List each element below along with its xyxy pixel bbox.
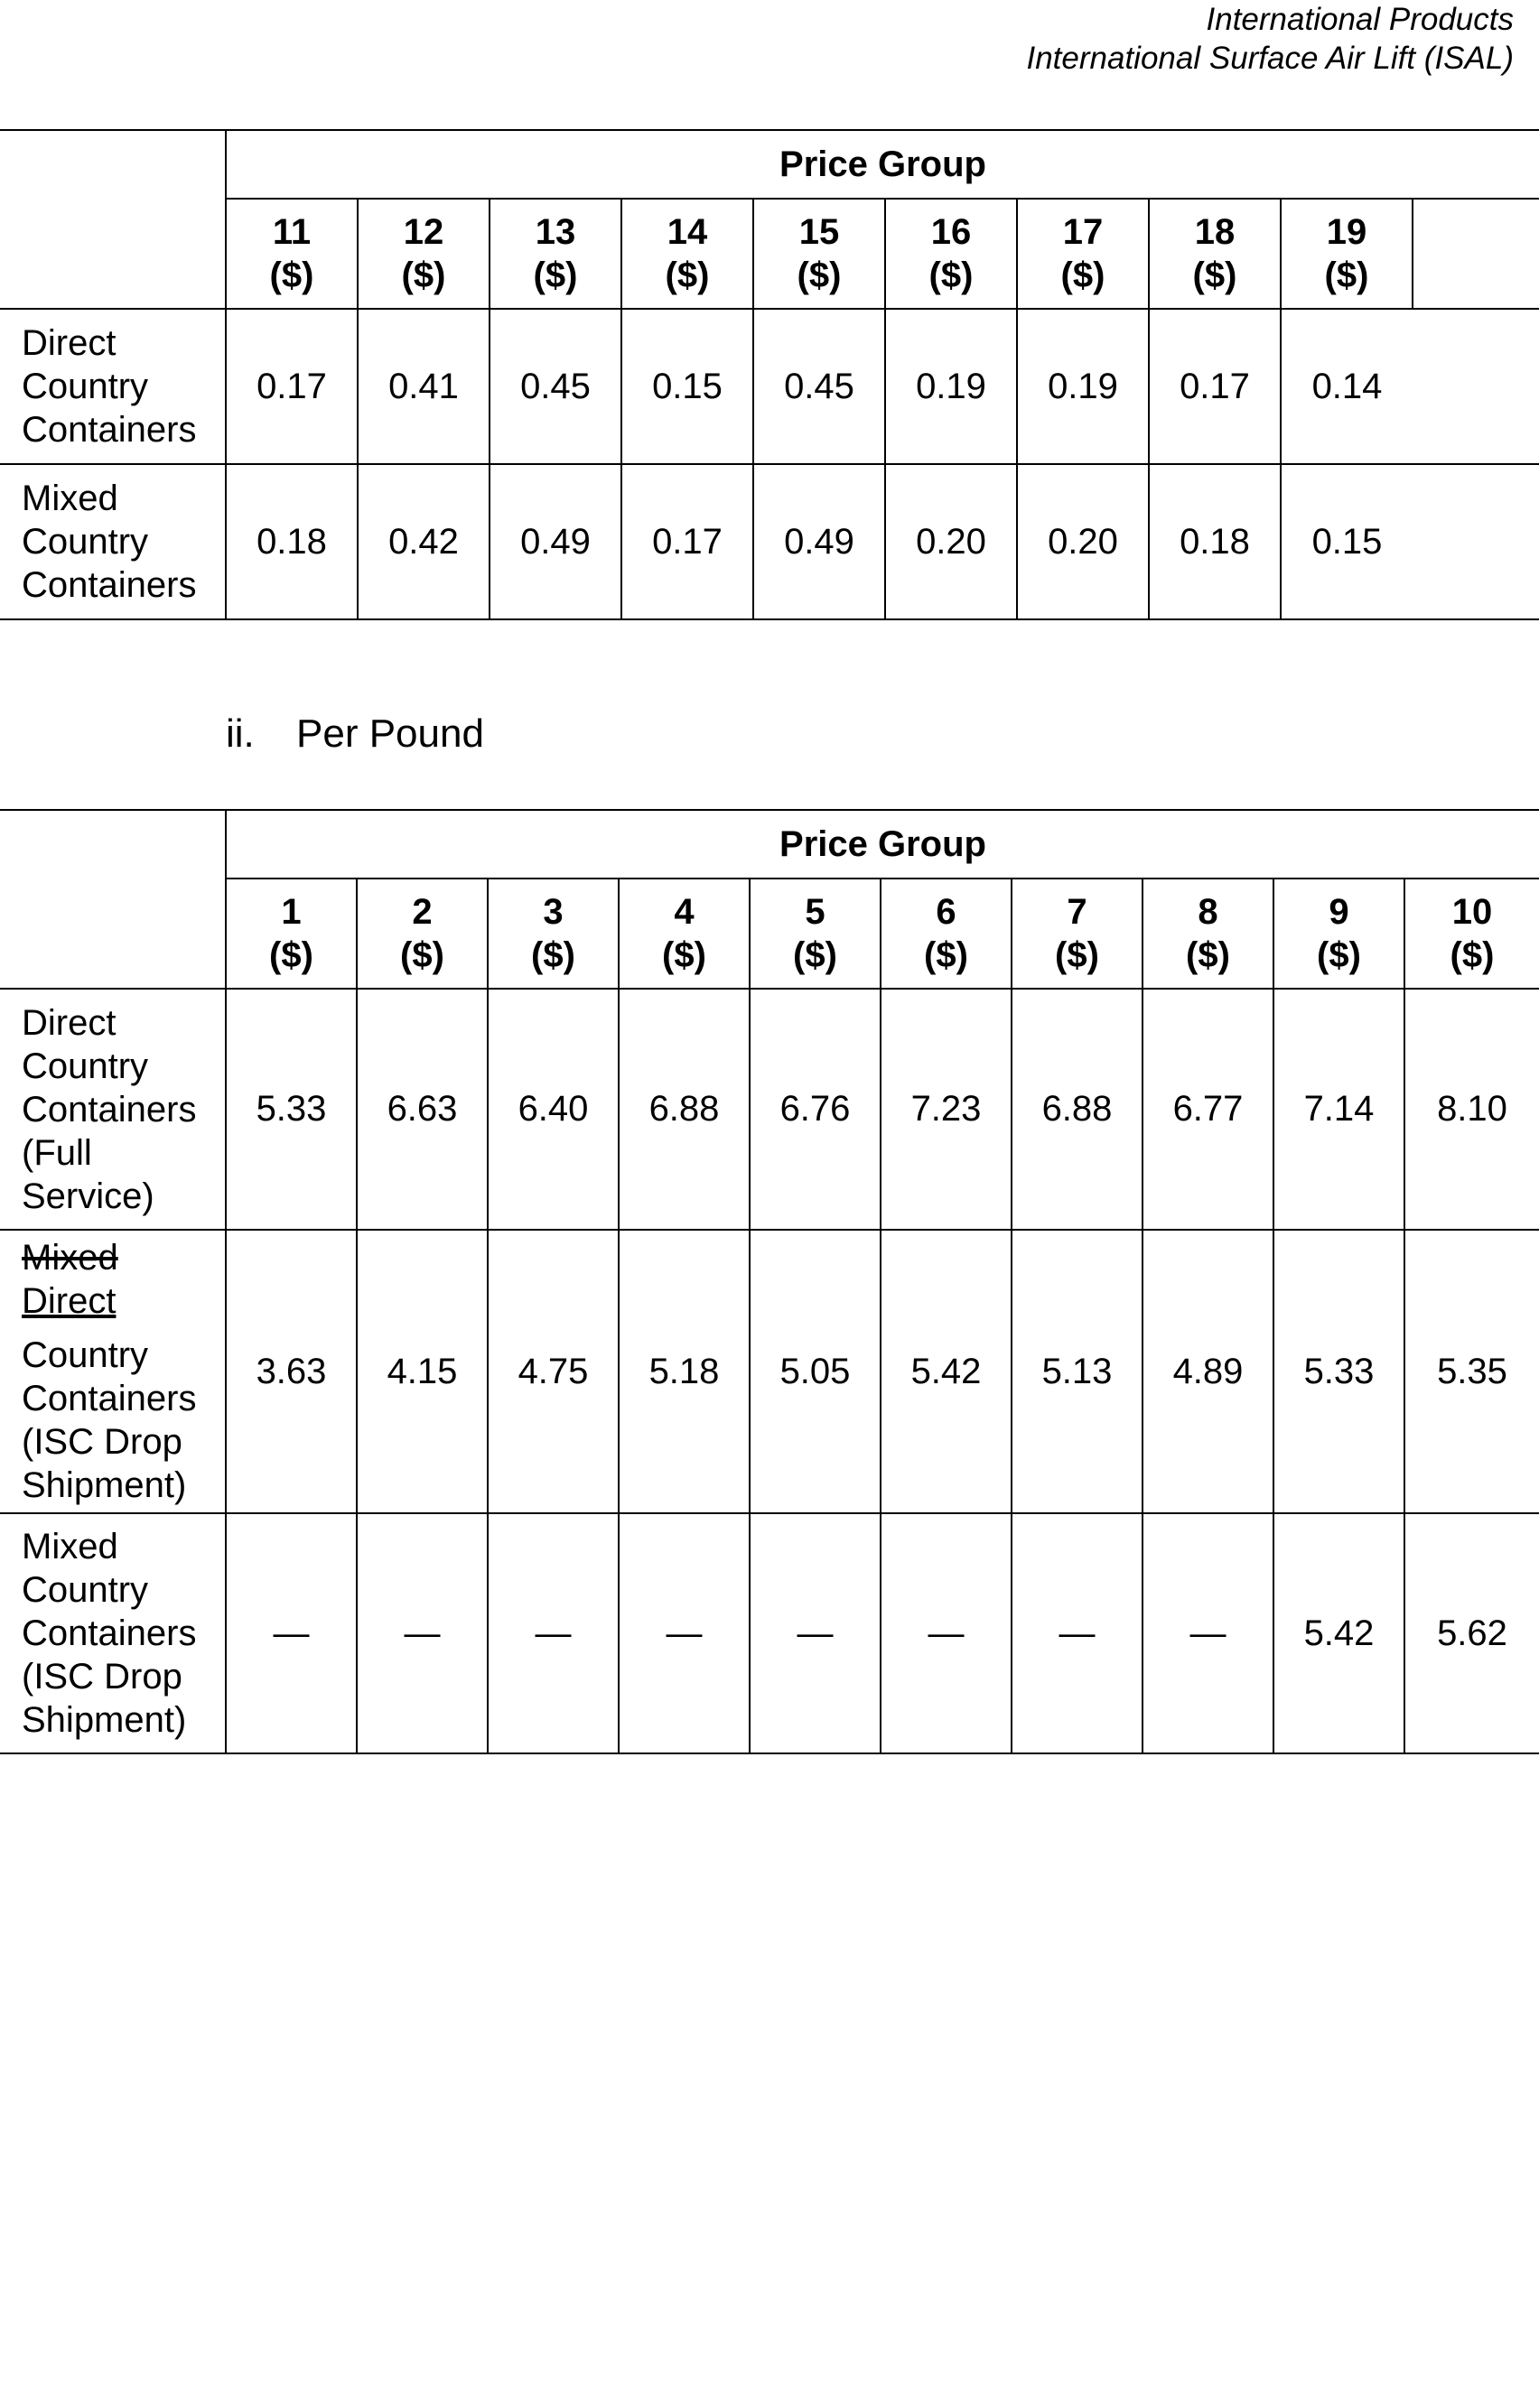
price-cell: 0.20 [1017, 464, 1149, 619]
row-label: Mixed Direct Country Containers (ISC Drop Shipment) [0, 1230, 226, 1513]
table-row [0, 1230, 1539, 1513]
column-header: 14 ($) [621, 199, 753, 309]
column-header: 6 ($) [881, 879, 1012, 989]
price-cell: 4.89 [1143, 1230, 1273, 1513]
price-cell: 0.18 [226, 464, 358, 619]
price-table-groups-11-19 [0, 129, 1539, 620]
price-cell: 6.88 [1012, 989, 1143, 1230]
price-cell: 0.17 [1149, 309, 1281, 464]
table-row [0, 989, 1539, 1230]
price-cell: 8.10 [1404, 989, 1539, 1230]
price-cell: 6.77 [1143, 989, 1273, 1230]
price-cell: — [750, 1513, 881, 1753]
price-cell: — [488, 1513, 619, 1753]
section-title: Per Pound [296, 711, 484, 756]
column-header: 4 ($) [619, 879, 750, 989]
table-corner [0, 199, 226, 309]
column-header: 12 ($) [358, 199, 490, 309]
row-label: Direct Country Containers (Full Service) [0, 989, 226, 1230]
column-header: 8 ($) [1143, 879, 1273, 989]
price-group-title: Price Group [226, 810, 1539, 879]
table-corner [0, 810, 226, 879]
column-header: 16 ($) [885, 199, 1017, 309]
table-corner [0, 879, 226, 989]
table-row [0, 309, 1539, 464]
price-cell: 6.40 [488, 989, 619, 1230]
empty-cell [1413, 309, 1539, 464]
price-cell: 0.45 [490, 309, 621, 464]
row-label: Mixed Country Containers [0, 464, 226, 619]
column-header: 1 ($) [226, 879, 357, 989]
price-cell: — [1012, 1513, 1143, 1753]
row-label: Mixed Country Containers (ISC Drop Shipment) [0, 1513, 226, 1753]
empty-cell [1413, 464, 1539, 619]
price-cell: 5.33 [1273, 1230, 1404, 1513]
price-cell: 5.62 [1404, 1513, 1539, 1753]
table-row [0, 1513, 1539, 1753]
column-header: 7 ($) [1012, 879, 1143, 989]
column-header: 15 ($) [753, 199, 885, 309]
price-cell: 5.42 [1273, 1513, 1404, 1753]
price-cell: 0.45 [753, 309, 885, 464]
price-cell: 7.23 [881, 989, 1012, 1230]
price-cell: 0.15 [1281, 464, 1413, 619]
column-header: 2 ($) [357, 879, 488, 989]
price-cell: 0.19 [1017, 309, 1149, 464]
price-cell: 5.35 [1404, 1230, 1539, 1513]
price-cell: — [357, 1513, 488, 1753]
price-cell: — [1143, 1513, 1273, 1753]
price-cell: — [619, 1513, 750, 1753]
price-cell: 0.42 [358, 464, 490, 619]
price-cell: 6.88 [619, 989, 750, 1230]
price-cell: 0.18 [1149, 464, 1281, 619]
price-cell: 0.19 [885, 309, 1017, 464]
column-header: 10 ($) [1404, 879, 1539, 989]
column-header: 13 ($) [490, 199, 621, 309]
price-cell: 6.76 [750, 989, 881, 1230]
price-cell: — [881, 1513, 1012, 1753]
price-group-title: Price Group [226, 130, 1539, 199]
column-header: 19 ($) [1281, 199, 1413, 309]
price-cell: 5.33 [226, 989, 357, 1230]
price-cell: 5.05 [750, 1230, 881, 1513]
column-header: 3 ($) [488, 879, 619, 989]
column-header: 11 ($) [226, 199, 358, 309]
section-heading [226, 711, 484, 757]
price-cell: 5.18 [619, 1230, 750, 1513]
row-label: Direct Country Containers [0, 309, 226, 464]
price-cell: 0.15 [621, 309, 753, 464]
empty-header-cell [1413, 199, 1539, 309]
price-cell: 0.41 [358, 309, 490, 464]
section-number: ii. [226, 711, 255, 756]
price-table-groups-1-10 [0, 809, 1539, 1754]
price-cell: 0.17 [621, 464, 753, 619]
struck-label-text: Mixed [22, 1238, 118, 1278]
price-cell: 0.14 [1281, 309, 1413, 464]
price-cell: 4.15 [357, 1230, 488, 1513]
column-header: 5 ($) [750, 879, 881, 989]
header-service-line: International Surface Air Lift (ISAL) [1026, 41, 1514, 76]
price-cell: 4.75 [488, 1230, 619, 1513]
price-cell: 6.63 [357, 989, 488, 1230]
price-cell: 5.13 [1012, 1230, 1143, 1513]
column-header: 18 ($) [1149, 199, 1281, 309]
column-header: 9 ($) [1273, 879, 1404, 989]
page-header [1026, 0, 1514, 78]
price-cell: 0.20 [885, 464, 1017, 619]
price-cell: 0.49 [753, 464, 885, 619]
header-product-line: International Products [1206, 2, 1514, 37]
table-row [0, 464, 1539, 619]
price-cell: 5.42 [881, 1230, 1012, 1513]
table-corner [0, 130, 226, 199]
price-cell: — [226, 1513, 357, 1753]
price-cell: 7.14 [1273, 989, 1404, 1230]
price-cell: 0.17 [226, 309, 358, 464]
price-cell: 3.63 [226, 1230, 357, 1513]
column-header: 17 ($) [1017, 199, 1149, 309]
price-cell: 0.49 [490, 464, 621, 619]
inserted-label-text: Direct [22, 1281, 117, 1321]
